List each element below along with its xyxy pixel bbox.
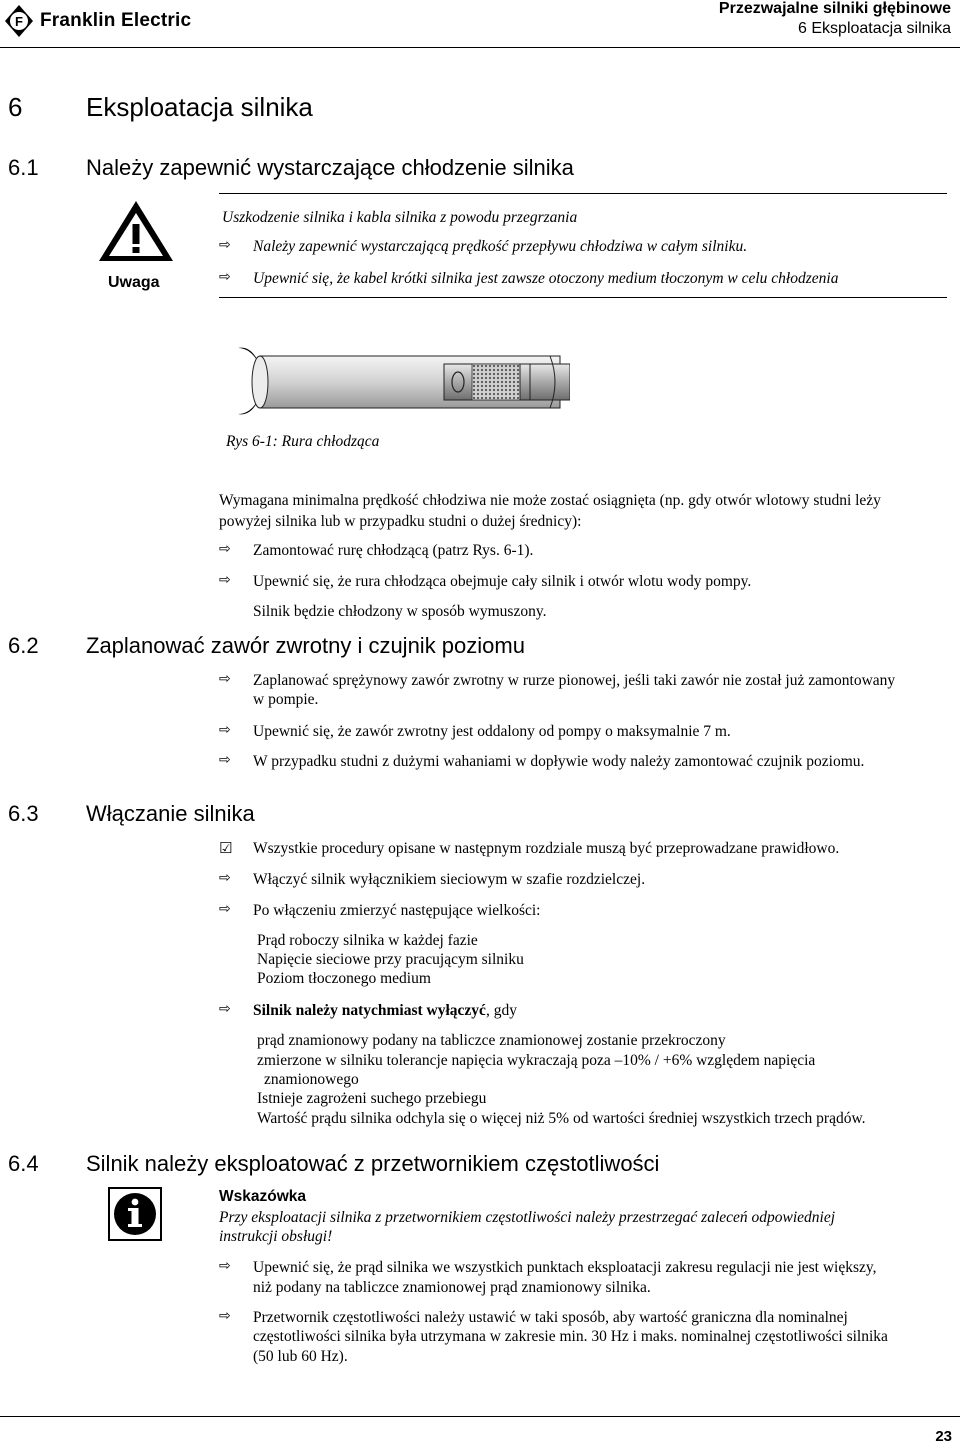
logo-text: Franklin Electric xyxy=(40,10,192,31)
header-title: Przezwajalne silniki głębinowe xyxy=(718,0,951,17)
arrow-right-icon: ⇨ xyxy=(219,1001,231,1017)
note-line-2: instrukcji obsługi! xyxy=(219,1228,333,1245)
warning-top-rule xyxy=(219,193,947,194)
warning-label: Uwaga xyxy=(108,274,160,291)
section-62-title: Zaplanować zawór zwrotny i czujnik poziomu xyxy=(86,633,525,658)
franklin-logo-icon xyxy=(4,4,34,38)
note-line-1: Przy eksploatacji silnika z przetwornikiem częstotliwości należy przestrzegać zaleceń odpowiedniej xyxy=(219,1209,836,1226)
stop-motor-bold: Silnik należy natychmiast wyłączyć xyxy=(253,1002,486,1019)
cooling-item-2: Upewnić się, że rura chłodząca obejmuje cały silnik i otwór wlotu wody pompy. xyxy=(253,573,752,590)
level-sensor-item: W przypadku studni z dużymi wahaniami w dopływie wody należy zamontować czujnik poziomu. xyxy=(253,753,865,770)
note-title: Wskazówka xyxy=(219,1188,307,1205)
warning-item-1: Należy zapewnić wystarczającą prędkość przepływu chłodziwa w całym silniku. xyxy=(253,238,748,255)
vfd-item-1-line-2: niż podany na tabliczce znamionowej prąd znamionowy silnika. xyxy=(253,1279,651,1296)
vfd-item-2-line-1: Przetwornik częstotliwości należy ustawić w taki sposób, aby wartość graniczna dla nominalnej xyxy=(253,1309,848,1326)
section-6-number: 6 xyxy=(8,92,23,122)
cooling-result: Silnik będzie chłodzony w sposób wymuszony. xyxy=(253,603,547,620)
measurement-3: Poziom tłoczonego medium xyxy=(257,970,431,987)
header-subtitle: 6 Eksploatacja silnika xyxy=(798,20,951,37)
vfd-item-2-line-2: częstotliwości silnika była utrzymana w zakresie min. 30 Hz i maks. nominalnej częstotliwości silnika xyxy=(253,1328,888,1345)
arrow-right-icon: ⇨ xyxy=(219,752,231,768)
start-check-item: Wszystkie procedury opisane w następnym rozdziale muszą być przeprowadzane prawidłowo. xyxy=(253,840,840,857)
svg-text:F: F xyxy=(15,14,23,29)
checkbox-checked-icon: ☑ xyxy=(219,839,233,857)
condition-2-cont: znamionowego xyxy=(264,1071,359,1088)
section-63-title: Włączanie silnika xyxy=(86,801,255,826)
arrow-right-icon: ⇨ xyxy=(219,541,231,557)
arrow-right-icon: ⇨ xyxy=(219,572,231,588)
header-rule xyxy=(0,47,960,48)
check-valve-item-1-line-1: Zaplanować sprężynowy zawór zwrotny w rurze pionowej, jeśli taki zawór nie został już zamontowany xyxy=(253,672,896,689)
warning-triangle-icon xyxy=(96,198,176,264)
vfd-item-1-line-1: Upewnić się, że prąd silnika we wszystkich punktach eksploatacji zakresu regulacji nie jest większy, xyxy=(253,1259,877,1276)
measurement-2: Napięcie sieciowe przy pracującym silniku xyxy=(257,951,524,968)
condition-4: Wartość prądu silnika odchyla się o więcej niż 5% od wartości średniej wszystkich trzech prądów. xyxy=(257,1110,866,1127)
start-item-2: Po włączeniu zmierzyć następujące wielkości: xyxy=(253,902,541,919)
section-64-title: Silnik należy eksploatować z przetwornikiem częstotliwości xyxy=(86,1151,660,1176)
arrow-right-icon: ⇨ xyxy=(219,1308,231,1324)
section-63-number: 6.3 xyxy=(8,801,39,826)
warning-title: Uszkodzenie silnika i kabla silnika z powodu przegrzania xyxy=(222,209,578,226)
cooling-paragraph-line-1: Wymagana minimalna prędkość chłodziwa nie może zostać osiągnięta (np. gdy otwór wlotowy studni leży xyxy=(219,492,881,509)
condition-3: Istnieje zagrożeni suchego przebiegu xyxy=(257,1090,487,1107)
warning-item-2: Upewnić się, że kabel krótki silnika jest zawsze otoczony medium tłoczonym w celu chłodzenia xyxy=(253,270,839,287)
arrow-right-icon: ⇨ xyxy=(219,722,231,738)
company-logo xyxy=(4,2,219,40)
section-61-number: 6.1 xyxy=(8,155,39,180)
section-62-number: 6.2 xyxy=(8,633,39,658)
start-item-1: Włączyć silnik wyłącznikiem sieciowym w szafie rozdzielczej. xyxy=(253,871,646,888)
check-valve-item-1-line-2: w pompie. xyxy=(253,691,319,708)
info-icon xyxy=(108,1187,162,1241)
cooling-paragraph-line-2: powyżej silnika lub w przypadku studni o dużej średnicy): xyxy=(219,513,582,530)
footer-rule xyxy=(0,1416,960,1417)
measurement-1: Prąd roboczy silnika w każdej fazie xyxy=(257,932,478,949)
cooling-pipe-figure xyxy=(220,340,570,422)
page-number: 23 xyxy=(935,1428,952,1445)
section-6-title: Eksploatacja silnika xyxy=(86,92,313,122)
check-valve-item-2: Upewnić się, że zawór zwrotny jest oddalony od pompy o maksymalnie 7 m. xyxy=(253,723,731,740)
arrow-right-icon: ⇨ xyxy=(219,870,231,886)
condition-1: prąd znamionowy podany na tabliczce znamionowej zostanie przekroczony xyxy=(257,1032,726,1049)
arrow-right-icon: ⇨ xyxy=(219,901,231,917)
arrow-right-icon: ⇨ xyxy=(219,1258,231,1274)
section-64-number: 6.4 xyxy=(8,1151,39,1176)
arrow-right-icon: ⇨ xyxy=(219,269,231,285)
warning-bottom-rule xyxy=(219,297,947,298)
section-61-title: Należy zapewnić wystarczające chłodzenie silnika xyxy=(86,155,574,180)
vfd-item-2-line-3: (50 lub 60 Hz). xyxy=(253,1348,348,1365)
arrow-right-icon: ⇨ xyxy=(219,237,231,253)
arrow-right-icon: ⇨ xyxy=(219,671,231,687)
stop-motor-item xyxy=(253,1001,953,1020)
figure-caption: Rys 6-1: Rura chłodząca xyxy=(226,433,380,450)
stop-motor-rest: , gdy xyxy=(485,1002,517,1019)
cooling-item-1: Zamontować rurę chłodzącą (patrz Rys. 6-1). xyxy=(253,542,534,559)
condition-2: zmierzone w silniku tolerancje napięcia wykraczają poza –10% / +6% względem napięcia xyxy=(257,1052,816,1069)
